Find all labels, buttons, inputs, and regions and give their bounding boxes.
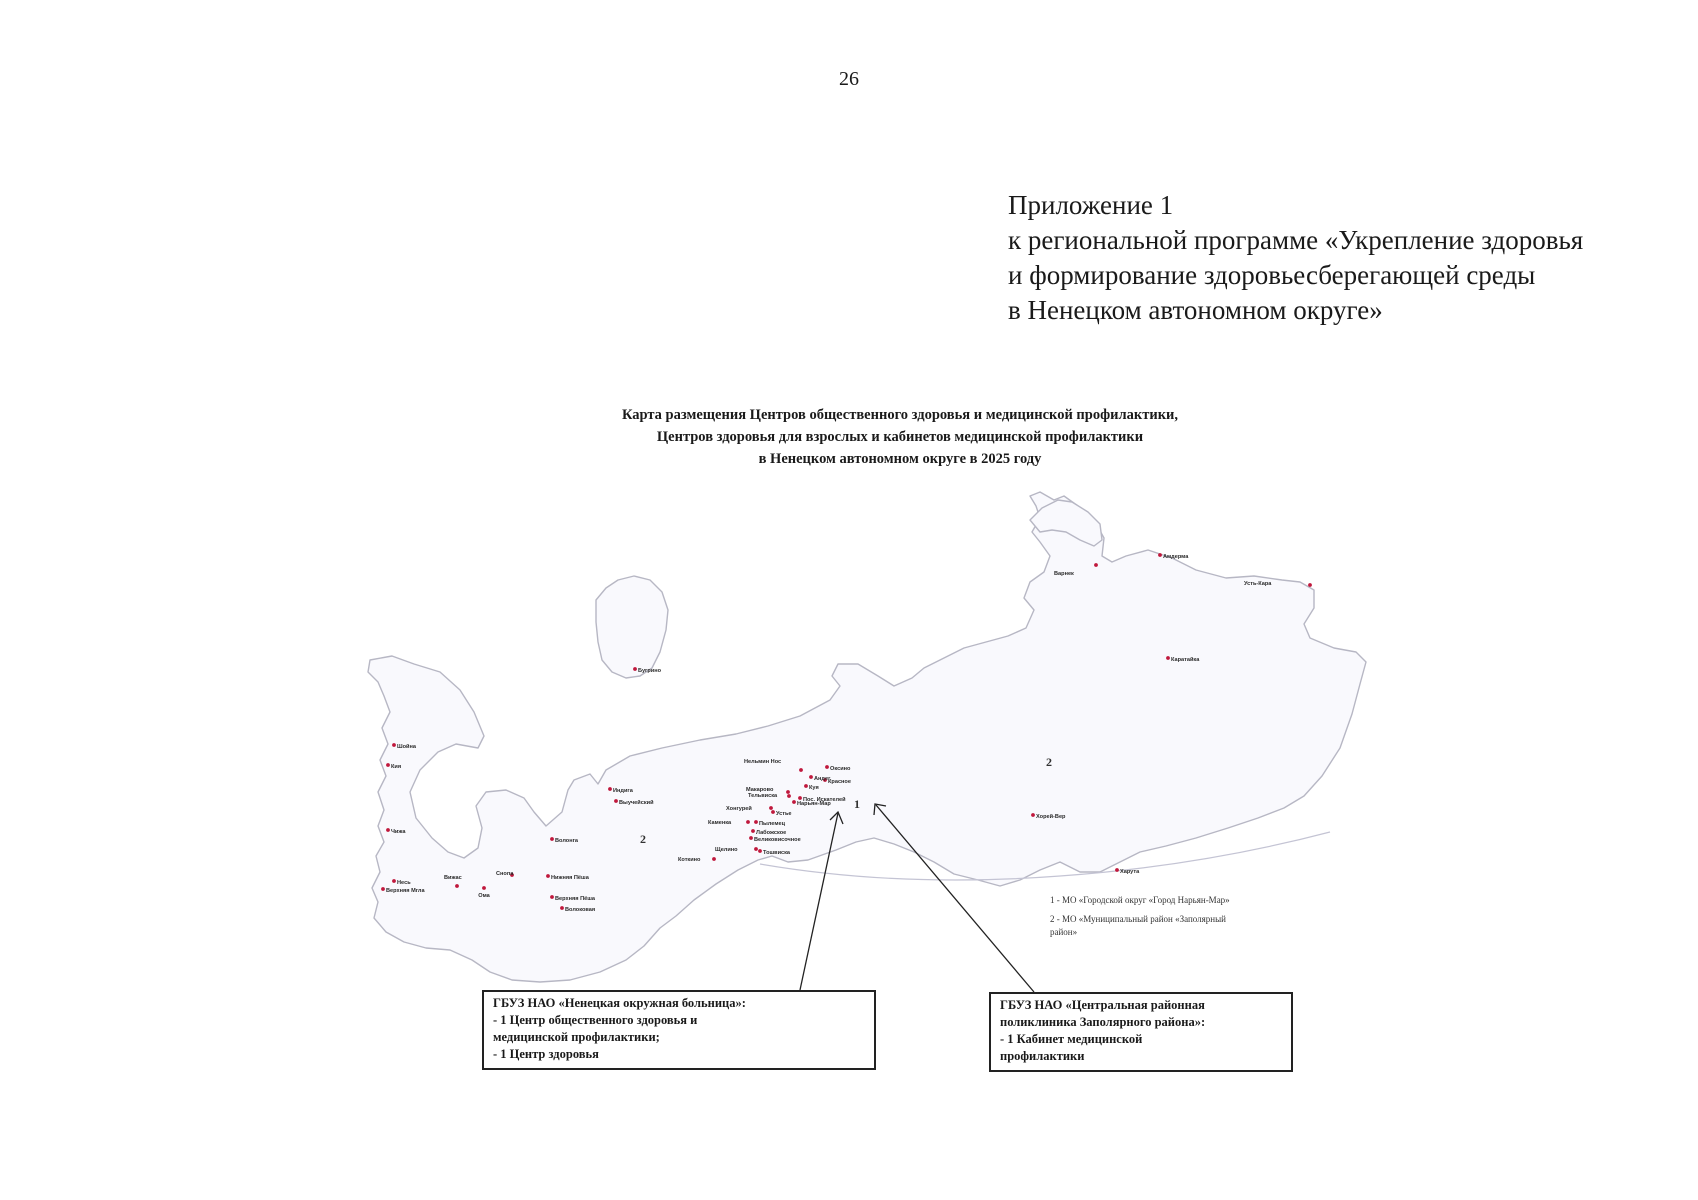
settlement-marker [386, 763, 390, 767]
settlement-marker [799, 768, 803, 772]
settlement-marker [392, 879, 396, 883]
settlement-label: Пос. Искателей [803, 797, 846, 803]
district-number: 2 [640, 832, 646, 846]
settlement-marker [825, 765, 829, 769]
settlement-label: Андег [814, 776, 831, 782]
settlement-marker [614, 799, 618, 803]
settlement-label: Красное [828, 779, 851, 785]
settlement-label: Волонга [555, 838, 579, 844]
settlement-label: Хорей-Вер [1036, 814, 1066, 820]
settlement-label: Волоковая [565, 907, 596, 913]
info-box-line: профилактики [1000, 1049, 1085, 1063]
settlement-marker [455, 884, 459, 888]
settlement-marker [746, 820, 750, 824]
settlement-label: Куя [809, 785, 819, 791]
settlement-marker [749, 836, 753, 840]
settlement-label: Кия [391, 764, 402, 770]
settlement-label: Верхняя Мгла [386, 888, 425, 894]
settlement-marker [1115, 868, 1119, 872]
settlement-marker [1308, 583, 1312, 587]
settlement-label: Харута [1120, 869, 1140, 875]
map-legend [1050, 894, 1230, 945]
appendix-line: в Ненецком автономном округе» [1008, 295, 1383, 325]
settlement-marker [804, 784, 808, 788]
legend-item: 2 - МО «Муниципальный район «Заполярный [1050, 914, 1226, 924]
info-box-line: медицинской профилактики; [493, 1030, 660, 1044]
settlement-label: Чижа [391, 829, 406, 835]
legend-item: район» [1050, 927, 1078, 937]
info-box-district-polyclinic [989, 992, 1293, 1072]
settlement-label: Бугрино [638, 668, 662, 674]
settlement-label: Нижняя Пёша [551, 875, 589, 881]
info-box-line: ГБУЗ НАО «Ненецкая окружная больница»: [493, 996, 746, 1010]
settlement-label: Снопа [496, 871, 514, 877]
settlement-marker [712, 857, 716, 861]
settlement-label: Каменка [708, 820, 732, 826]
district-number: 1 [854, 797, 860, 811]
settlement-marker [392, 743, 396, 747]
settlement-marker [792, 800, 796, 804]
settlement-label: Великовисочное [754, 837, 801, 843]
settlement-marker [560, 906, 564, 910]
settlement-marker [1166, 656, 1170, 660]
settlement-marker [550, 895, 554, 899]
info-box-line: - 1 Кабинет медицинской [1000, 1032, 1143, 1046]
appendix-line: к региональной программе «Укрепление здоровья [1008, 225, 1584, 255]
settlement-marker [769, 806, 773, 810]
map-title-line: Карта размещения Центров общественного здоровья и медицинской профилактики, [621, 407, 1179, 423]
info-box-line: поликлиника Заполярного района»: [1000, 1015, 1206, 1029]
settlement-label: Лабожское [756, 830, 787, 836]
settlement-marker [608, 787, 612, 791]
info-box-line: ГБУЗ НАО «Центральная районная [1000, 998, 1205, 1012]
map-title-line: Центров здоровья для взрослых и кабинетов медицинской профилактики [656, 429, 1144, 445]
settlement-marker [1094, 563, 1098, 567]
settlement-marker [771, 810, 775, 814]
settlement-label: Нарьян-Мар [797, 801, 831, 807]
settlement-label: Макарово [746, 787, 774, 793]
info-box-okruzhnaya-hospital [482, 990, 876, 1070]
settlement-marker [381, 887, 385, 891]
info-box-line: - 1 Центр общественного здоровья и [493, 1013, 698, 1027]
settlement-label: Усть-Кара [1244, 581, 1272, 587]
legend-item: 1 - МО «Городской округ «Город Нарьян-Мар» [1050, 895, 1230, 905]
settlement-marker [798, 796, 802, 800]
settlement-marker [787, 794, 791, 798]
page-number: 26 [839, 68, 859, 90]
settlement-marker [809, 775, 813, 779]
settlement-label: Выучейский [619, 800, 654, 806]
settlement-label: Тошвиска [763, 850, 791, 856]
map-kolguev-island [596, 576, 668, 678]
settlement-marker [1158, 553, 1162, 557]
settlement-label: Нельмин Нос [744, 759, 782, 765]
settlement-label: Коткино [678, 857, 701, 863]
appendix-line: и формирование здоровьесберегающей среды [1008, 260, 1536, 290]
settlement-marker [482, 886, 486, 890]
settlement-label: Несь [397, 880, 411, 886]
district-number: 2 [1046, 755, 1052, 769]
settlement-label: Каратайка [1171, 657, 1200, 663]
settlement-label: Верхняя Пёша [555, 896, 595, 902]
settlement-marker [754, 847, 758, 851]
map-title-line: в Ненецком автономном округе в 2025 году [758, 451, 1042, 467]
settlement-label: Шойна [397, 744, 416, 750]
settlement-label: Варнек [1054, 571, 1074, 577]
settlement-marker [758, 849, 762, 853]
settlement-label: Амдерма [1163, 554, 1189, 560]
info-box-line: - 1 Центр здоровья [493, 1047, 599, 1061]
settlement-label: Щелино [715, 847, 738, 853]
settlement-label: Тельвиска [748, 793, 778, 799]
settlement-label: Хонгурей [726, 806, 752, 812]
settlement-label: Индига [613, 788, 633, 794]
settlement-marker [546, 874, 550, 878]
settlement-marker [1031, 813, 1035, 817]
settlement-label: Вижас [444, 875, 462, 881]
settlement-marker [786, 790, 790, 794]
settlement-label: Оксино [830, 766, 851, 772]
settlement-label: Пылемец [759, 821, 786, 827]
settlement-label: Устье [776, 811, 792, 817]
appendix-line: Приложение 1 [1008, 190, 1174, 220]
settlement-marker [751, 829, 755, 833]
settlement-marker [550, 837, 554, 841]
settlement-marker [754, 820, 758, 824]
settlement-marker [633, 667, 637, 671]
settlement-label: Ома [478, 893, 490, 899]
settlement-marker [386, 828, 390, 832]
